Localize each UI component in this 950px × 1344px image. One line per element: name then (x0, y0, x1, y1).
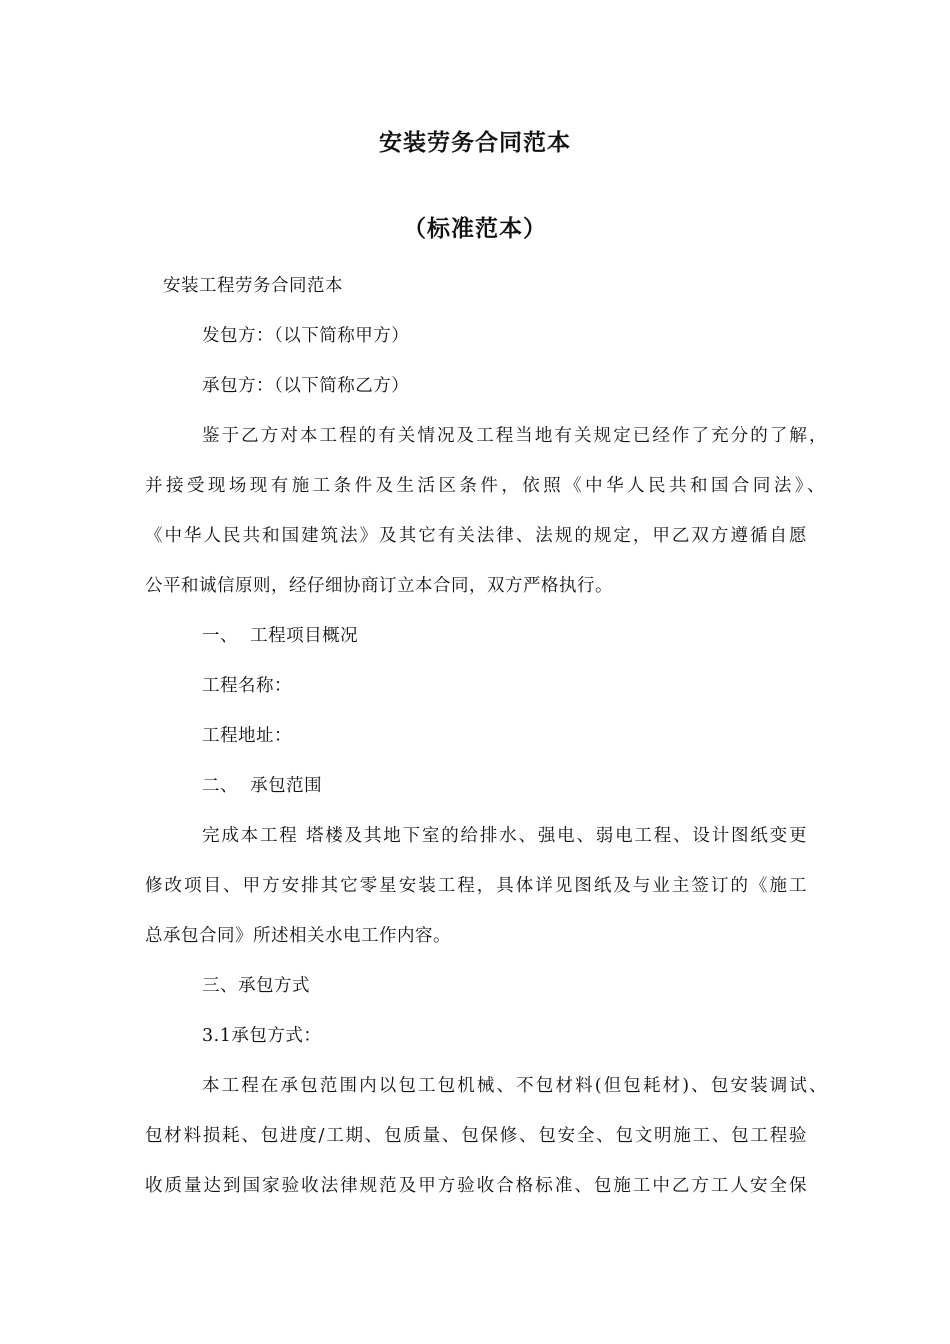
section-3-line-3: 收质量达到国家验收法律规范及甲方验收合格标准、包施工中乙方工人安全保 (145, 1176, 807, 1196)
section-2-line-1: 完成本工程 塔楼及其地下室的给排水、强电、弱电工程、设计图纸变更 (202, 826, 807, 846)
preamble-line-4: 公平和诚信原则，经仔细协商订立本合同，双方严格执行。 (145, 576, 613, 596)
contract-heading: 安装工程劳务合同范本 (163, 276, 343, 296)
party-a-line: 发包方：（以下简称甲方） (202, 326, 410, 346)
section-2-line-3: 总承包合同》所述相关水电工作内容。 (145, 926, 451, 946)
section-3-line-1: 本工程在承包范围内以包工包机械、不包材料(但包耗材)、包安装调试、 (202, 1076, 827, 1096)
preamble-line-3: 《中华人民共和国建筑法》及其它有关法律、法规的规定，甲乙双方遵循自愿 (145, 526, 807, 546)
section-3-heading: 三、承包方式 (202, 976, 310, 996)
section-3-1-heading: 3.1承包方式： (202, 1026, 322, 1046)
document-title: 安装劳务合同范本 (379, 130, 571, 156)
section-1-heading: 一、 工程项目概况 (202, 626, 359, 646)
preamble-line-1: 鉴于乙方对本工程的有关情况及工程当地有关规定已经作了充分的了解， (202, 426, 827, 446)
section-2-line-2: 修改项目、甲方安排其它零星安装工程，具体详见图纸及与业主签订的《施工 (145, 876, 807, 896)
document-subtitle: （标准范本） (403, 216, 547, 242)
section-3-line-2: 包材料损耗、包进度/工期、包质量、包保修、包安全、包文明施工、包工程验 (145, 1126, 807, 1146)
section-2-heading: 二、 承包范围 (202, 776, 323, 796)
project-address-line: 工程地址： (202, 726, 292, 746)
preamble-line-2: 并接受现场现有施工条件及生活区条件，依照《中华人民共和国合同法》、 (145, 476, 825, 496)
project-name-line: 工程名称： (202, 676, 292, 696)
party-b-line: 承包方：（以下简称乙方） (202, 376, 410, 396)
